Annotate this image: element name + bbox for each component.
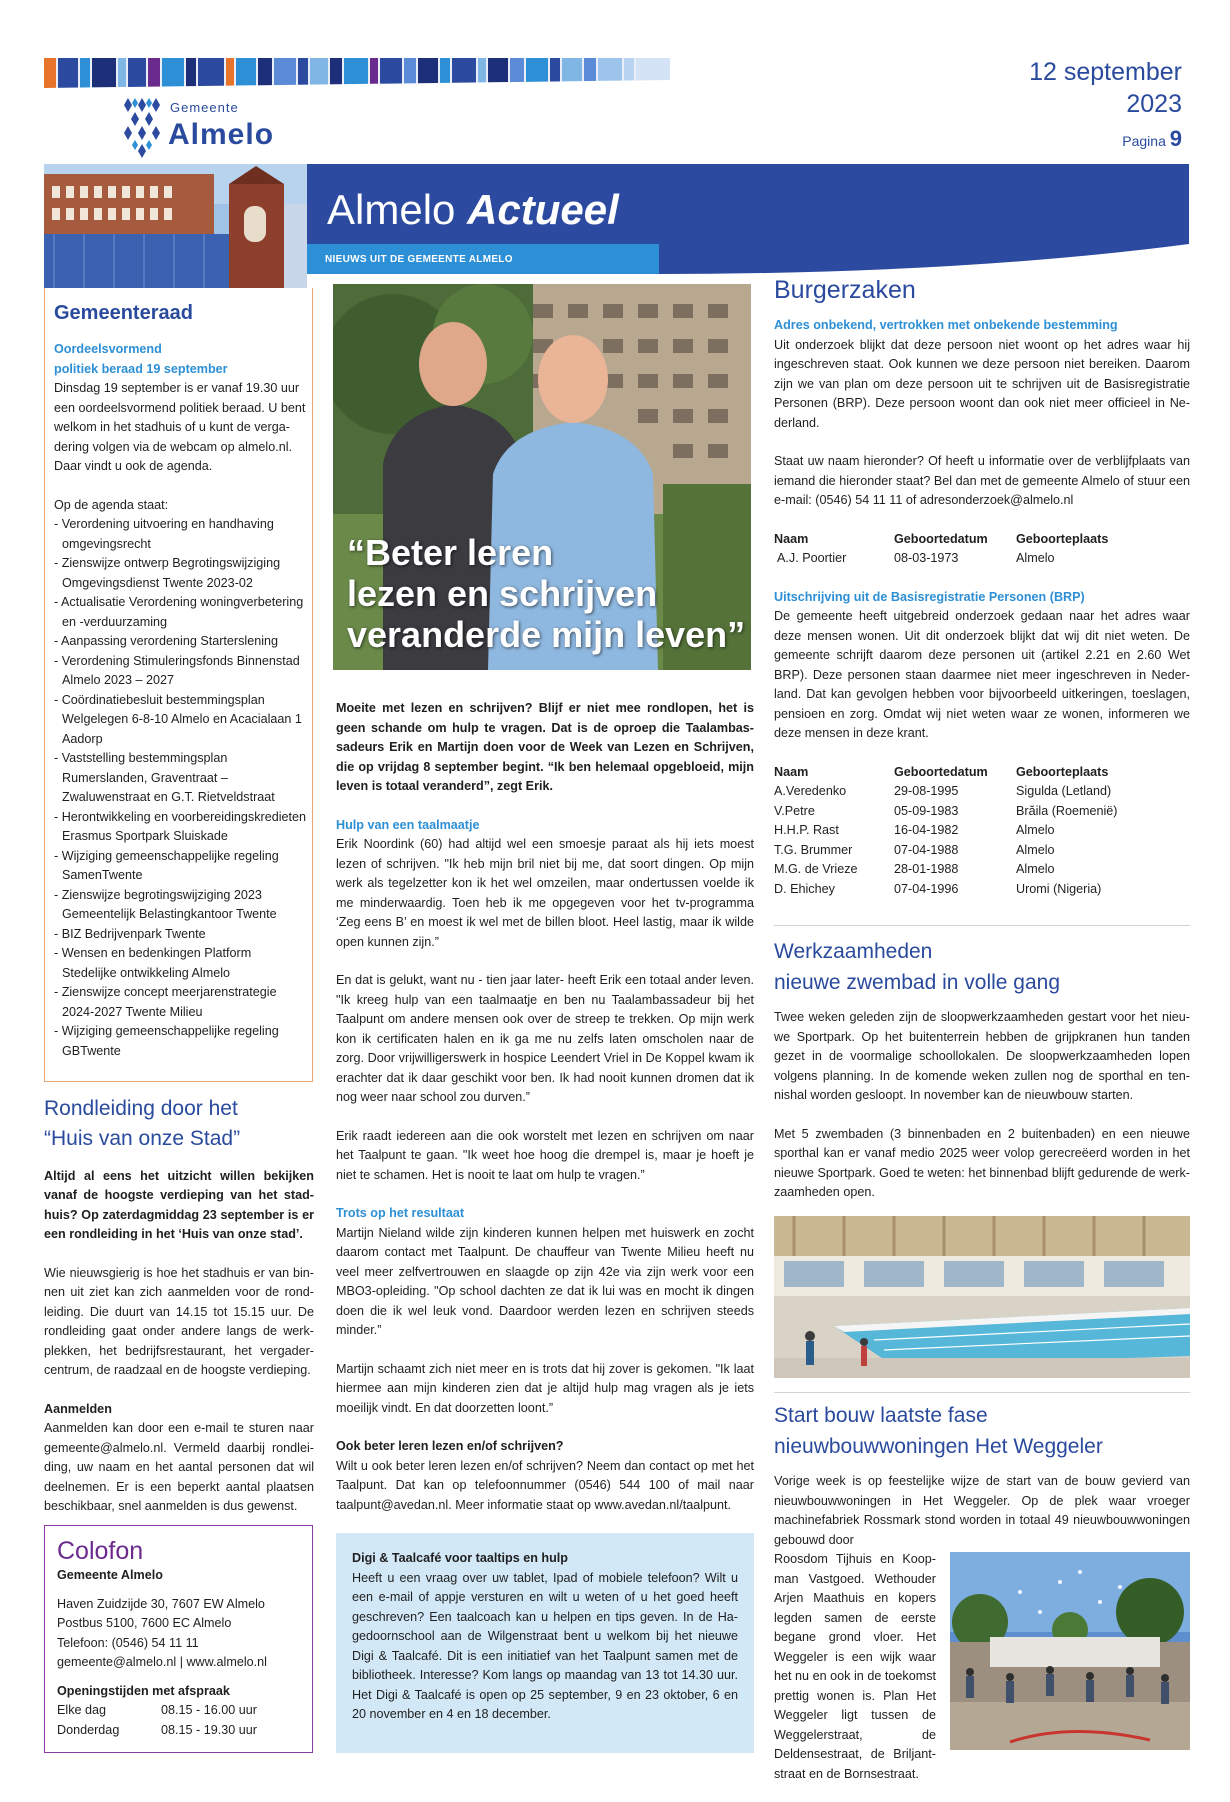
agenda-item: - Wensen en bedenkingen Platform Stedelijke ontwikkeling Almelo — [54, 946, 252, 980]
cell-datum: 07-04-1996 — [894, 881, 959, 896]
cell-datum: 08-03-1973 — [894, 551, 959, 566]
col-geboorteplaats: Geboorteplaats — [1016, 764, 1109, 779]
taal-p4: Martijn Nieland wilde zijn kinderen kunnen helpen met huiswerk en zocht daarom contact met Taalpunt. De chauffeur van Twente Milieu heeft nu veel meer zelfvertrouwen en slaagde op zijn 42e via zijn werk voor een MBO3-opleiding. "Op school dachten ze dat ik lui was en mocht ik dingen doen die ik wel leuk vond. Daardoor werden lezen en schrijven steeds minder.” — [336, 1225, 754, 1337]
header-stripe-decoration — [44, 58, 670, 88]
banner-subtitle: NIEUWS UIT DE GEMEENTE ALMELO — [325, 254, 513, 265]
taal-sub3: Ook beter leren lezen en/of schrijven? — [336, 1439, 564, 1453]
zwembad-title-line2: nieuwe zwembad in volle gang — [774, 971, 1061, 994]
opening-time: 08.15 - 19.30 uur — [161, 1722, 257, 1737]
cell-naam: H.H.P. Rast — [774, 823, 839, 838]
burgerzaken-section — [774, 272, 1190, 899]
taal-p3: Erik raadt iedereen aan die ook worstelt met lezen en schrijven om naar het Taalpunt te gaan. "Ik weet hoe hoog die drempel is, maar je hoeft je niet te schamen. Het is nooit te laat om hulp te vragen.” — [336, 1128, 754, 1182]
quote-line2: lezen en schrijven — [347, 573, 658, 614]
agenda-item: - Coördinatiebesluit bestemmingsplan Welgelegen 6-8-10 Almelo en Acacialaan 1 Aadorp — [54, 692, 302, 746]
agenda-item: - Zienswijze begrotingswijziging 2023 Gemeentelijk Belastingkantoor Twente — [54, 887, 277, 921]
logo-text-almelo: Almelo — [168, 118, 275, 151]
col-naam: Naam — [774, 531, 809, 546]
opening-day: Elke dag — [57, 1703, 107, 1717]
agenda-label: Op de agenda staat: — [54, 497, 169, 512]
gemeenteraad-subtitle-line1: Oordeelsvormend — [54, 342, 162, 356]
cell-plaats: Almelo — [1016, 862, 1055, 877]
table-row — [774, 860, 1134, 880]
taal-p2: En dat is gelukt, want nu - tien jaar later- heeft Erik een totaal ander leven. "Ik kreeg hulp van een taalmaatje en ben nu Taalambassadeur bij het Taalpunt om andere mensen ook over de streep te trekken. Op mijn werk kon ik certificaten halen en ik ga me nu zelfs laten omscholen naar de zorg. Door vrijwilligerswerk in hospice Leendert Vriel in De Koppel kwam ik erachter dat ik daar geschikt voor ben. Ik had nooit kunnen dromen dat ik nog weer naar school zou durven.” — [336, 973, 754, 1104]
opening-hours-row — [57, 1701, 300, 1721]
zwembad-title-line1: Werkzaamheden — [774, 940, 933, 963]
aanmelden-title: Aanmelden — [44, 1401, 112, 1416]
almelo-actueel-banner — [307, 164, 1189, 244]
agenda-item: - Wijziging gemeenschappelijke regeling SamenTwente — [54, 848, 279, 882]
cell-plaats: Sigulda (Letland) — [1016, 784, 1112, 799]
taal-quote — [347, 532, 745, 655]
banner-title-regular: Almelo — [327, 186, 456, 233]
logo-text-gemeente: Gemeente — [170, 100, 239, 115]
table-adres-onbekend — [774, 530, 1134, 569]
cell-plaats: Almelo — [1016, 842, 1055, 857]
taal-p5: Martijn schaamt zich niet meer en is trots dat hij zover is gekomen. "Ik laat hiermee aan mijn kinderen zien dat je altijd hulp mag vragen als je iets moeilijk vindt. En dat doorzetten loont.” — [336, 1361, 754, 1415]
rondleiding-title — [44, 1094, 314, 1155]
burgerzaken-p1: Uit onderzoek blijkt dat deze persoon niet woont op het adres waar hij ingeschreven staat. Ook kunnen we deze persoon niet bereiken. Daarom zijn we van plan om deze persoon uit te schrijven uit de Basisregistratie Personen (BRP). Deze persoon woont dan ook niet meer officieel in Nederland. — [774, 337, 1190, 430]
almelo-logo-mark-icon — [122, 98, 166, 160]
cell-datum: 28-01-1988 — [894, 862, 959, 877]
table-row — [774, 782, 1134, 802]
date-year: 2023 — [1126, 90, 1182, 118]
weggeler-title-line1: Start bouw laatste fase — [774, 1404, 988, 1427]
colofon-org: Gemeente Almelo — [57, 1568, 163, 1582]
page-number — [1122, 122, 1182, 155]
colofon-address: Haven Zuidzijde 30, 7607 EW Almelo — [57, 1596, 265, 1611]
rondleiding-lead: Altijd al eens het uitzicht willen bekijken vanaf de hoogste verdieping van het stadhuis? Op zaterdagmiddag 23 september is er een rondleiding in het ‘Huis van onze stad’. — [44, 1168, 314, 1242]
rondleiding-title-line2: “Huis van onze Stad” — [44, 1127, 241, 1151]
banner-title-italic: Actueel — [467, 186, 619, 233]
burgerzaken-title: Burgerzaken — [774, 276, 916, 304]
cell-plaats: Uromi (Nigeria) — [1016, 881, 1102, 896]
col-naam: Naam — [774, 764, 809, 779]
aanmelden-body: Aanmelden kan door een e-mail te sturen naar gemeente@almelo.nl. Vermeld daarbij rondleiding, uw naam en het aantal personen dat wil deelnemen. Er is een beperkt aantal plaatsen beschikbaar, snel aanmelden is dus gewenst. — [44, 1421, 314, 1514]
digi-title: Digi & Taalcafé voor taaltips en hulp — [352, 1551, 568, 1565]
gemeente-almelo-logo[interactable] — [122, 96, 312, 162]
cell-naam: M.G. de Vrieze — [774, 862, 858, 877]
burgerzaken-p3: De gemeente heeft uitgebreid onderzoek gedaan naar het adres waar deze mensen wonen. Uit dit onderzoek blijkt dat wij dit niet weten. De gemeente schrijft daarom deze personen uit (artikel 2.21 en 2.60 Wet BRP). Deze personen staan daarmee niet meer ingeschreven in Nederland. Dat kan gevolgen hebben voor bijvoorbeeld uitkeringen, toeslagen, pensioen en zorg. Omdat wij niet weten waar ze wonen, informeren we deze mensen in deze krant. — [774, 609, 1190, 741]
agenda-item: - Herontwikkeling en voorbereidingskredieten Erasmus Sportpark Sluiskade — [54, 809, 307, 843]
burgerzaken-p2: Staat uw naam hieronder? Of heeft u informatie over de verblijfplaats van iemand die hieronder staat? Bel dan met de gemeente Almelo of stuur een e-mail: (0546) 54 11 11 of adresonderzoek@almelo.nl — [774, 454, 1190, 508]
colofon-title: Colofon — [57, 1537, 144, 1565]
table-uitschrijving — [774, 763, 1134, 900]
burgerzaken-sub1: Adres onbekend, vertrokken met onbekende bestemming — [774, 318, 1118, 333]
banner-subtitle-bar — [307, 244, 659, 274]
taal-sub2: Trots op het resultaat — [336, 1206, 465, 1220]
col-geboortedatum: Geboortedatum — [894, 764, 988, 779]
opening-day: Donderdag — [57, 1722, 120, 1737]
colofon-postbus: Postbus 5100, 7600 EC Almelo — [57, 1616, 232, 1630]
cell-datum: 16-04-1982 — [894, 823, 959, 838]
weggeler-title-line2: nieuwbouwwoningen Het Weggeler — [774, 1435, 1103, 1458]
banner-wave-decoration — [659, 244, 1189, 274]
rondleiding-title-line1: Rondleiding door het — [44, 1097, 238, 1120]
cell-naam: D. Ehichey — [774, 881, 835, 896]
gemeenteraad-intro: Dinsdag 19 september is er vanaf 19.30 uur een oordeelsvormend politiek beraad. U bent welkom in het stadhuis of u kunt de vergadering volgen via de webcam op almelo.nl. Daar vindt u ook de agenda. — [54, 381, 306, 473]
agenda-item: - Vaststelling bestemmingsplan Rumerslanden, Graventraat – Zwaluwenstraat en G.T. Rietveldstraat — [54, 751, 275, 804]
agenda-item: - Wijziging gemeenschappelijke regeling GBTwente — [54, 1024, 279, 1058]
taal-sub1: Hulp van een taalmaatje — [336, 817, 480, 832]
opening-hours-row — [57, 1721, 300, 1741]
digi-taalcafe-box — [336, 1533, 754, 1753]
col-geboorteplaats: Geboorteplaats — [1016, 531, 1109, 546]
section-divider — [774, 925, 1190, 926]
agenda-item: - Zienswijze concept meerjarenstrategie 2024-2027 Twente Milieu — [54, 985, 277, 1019]
taalambassadeurs-photo — [333, 284, 751, 670]
agenda-list — [54, 515, 306, 1061]
gemeenteraad-subtitle — [54, 340, 306, 379]
agenda-item: - BIZ Bedrijvenpark Twente — [54, 926, 206, 941]
agenda-item: - Verordening Stimuleringsfonds Binnenstad Almelo 2023 – 2027 — [54, 653, 300, 687]
table-row — [774, 841, 1134, 861]
zwembad-p1: Twee weken geleden zijn de sloopwerkzaamheden gestart voor het nieuwe Sportpark. Op het buitenterrein hebben de grijpkranen hun tanden gezet in de voormalige schoollokalen. De sloopwerkzaamheden lopen volgens planning. In de komende weken zullen nog de sporthal en tennishal worden gesloopt. In november kan de nieuwbouw starten. — [774, 1010, 1190, 1102]
cell-plaats: Brăila (Roemenië) — [1016, 803, 1118, 818]
cell-datum: 29-08-1995 — [894, 784, 959, 799]
agenda-item: - Verordening uitvoering en handhaving omgevingsrecht — [54, 517, 274, 551]
table-row — [774, 549, 1134, 569]
zwembad-title — [774, 936, 1190, 998]
quote-line1: “Beter leren — [347, 532, 554, 573]
weggeler-p-top: Vorige week is op feestelijke wijze de start van de bouw gevierd van nieuwbouwwoningen in Het Weggeler. Op de plek waar vroeger machinefabriek Rossmark stond worden in totaal 49 nieuwbouwwoningen gebouwd door — [774, 1474, 1190, 1547]
quote-line3: veranderde mijn leven” — [347, 614, 746, 655]
cell-naam: V.Petre — [774, 803, 815, 818]
taal-lead: Moeite met lezen en schrijven? Blijf er niet mee rondlopen, het is geen schande om hulp te vragen. Dat is de oproep die Taalambassadeurs Erik en Martijn doen voor de Week van Lezen en Schrijven, die op vrijdag 8 september begint. “Ik ben helemaal opgebloeid, mijn leven is totaal veranderd”, zegt Erik. — [336, 701, 754, 793]
banner-photo-buildings — [44, 164, 307, 288]
section-divider — [774, 1392, 1190, 1393]
cell-naam: T.G. Brummer — [774, 842, 853, 857]
table-row — [774, 821, 1134, 841]
taal-p1: Erik Noordink (60) had altijd wel een smoesje paraat als hij iets moest lezen of schrijven. "Ik heb mijn bril niet bij me, dat soort dingen. Op mijn werk als tegelzetter kon ik het wel omzeilen, maar ondertussen voelde ik me minderwaardig. Toen heb ik me opgegeven voor het tv-programma ‘Zeg eens B’ en moest ik wel met de billen bloot. Heel lastig, maar ik wilde open kunnen zijn.” — [336, 837, 754, 949]
cell-plaats: Almelo — [1016, 551, 1055, 566]
rondleiding-section — [44, 1094, 314, 1517]
cell-plaats: Almelo — [1016, 823, 1055, 838]
taal-p6: Wilt u ook beter leren lezen en/of schrijven? Neem dan contact op met het Taalpunt. Dat kan op telefoonnummer (0546) 544 100 of mail naar taalpunt@avedan.nl. Meer informatie staat op www.avedan.nl/taalpunt. — [336, 1458, 754, 1512]
col-geboortedatum: Geboortedatum — [894, 531, 988, 546]
date-day-month: 12 september — [1029, 58, 1182, 86]
colofon-telefoon: Telefoon: (0546) 54 11 11 — [57, 1635, 199, 1650]
zwembad-section — [774, 936, 1190, 1203]
cell-naam: A.J. Poortier — [777, 551, 847, 566]
burgerzaken-sub2: Uitschrijving uit de Basisregistratie Personen (BRP) — [774, 589, 1085, 604]
cell-datum: 05-09-1983 — [894, 803, 959, 818]
colofon-web[interactable]: gemeente@almelo.nl | www.almelo.nl — [57, 1655, 267, 1669]
cell-naam: A.Veredenko — [774, 784, 847, 799]
opening-time: 08.15 - 16.00 uur — [161, 1703, 257, 1717]
weggeler-title — [774, 1400, 1190, 1462]
page-number-value: 9 — [1169, 126, 1182, 151]
taal-article — [336, 699, 754, 1515]
gemeenteraad-subtitle-line2: politiek beraad 19 september — [54, 361, 228, 376]
weggeler-photo — [950, 1552, 1190, 1750]
colofon-hours-title: Openingstijden met afspraak — [57, 1683, 230, 1698]
page-label: Pagina — [1122, 133, 1166, 149]
zwembad-photo — [774, 1216, 1190, 1378]
gemeenteraad-section — [54, 300, 306, 1061]
agenda-item: - Zienswijze ontwerp Begrotingswijziging Omgevingsdienst Twente 2023-02 — [54, 556, 281, 590]
digi-body: Heeft u een vraag over uw tablet, Ipad of mobiele telefoon? Wilt u een e-mail of appje versturen en wilt u weten of u het goed heeft geschreven? Een taalcoach kan u helpen en tips geven. In de Hagedoornschool aan de Wilgenstraat bent u welkom bij het nieuwe Digi & Taalcafé. Dit is een initiatief van het Taalpunt samen met de bibliotheek. Interesse? Kom langs op maandag van 13 tot 14.30 uur. Het Digi & Taalcafé is open op 25 september, 9 en 23 oktober, 6 en 20 november en 4 en 18 december. — [352, 1570, 738, 1721]
table-row — [774, 880, 1134, 900]
cell-datum: 07-04-1988 — [894, 842, 959, 857]
issue-date — [1029, 56, 1182, 120]
opening-hours — [57, 1701, 300, 1740]
agenda-item: - Actualisatie Verordening woningverbetering en -verduurzaming — [54, 595, 304, 629]
rondleiding-body: Wie nieuwsgierig is hoe het stadhuis er van binnen uit ziet kan zich aanmelden voor de rondleiding. Die duurt van 14.15 tot 15.15 uur. De rondleiding gaat onder andere langs de werkplekken, het bedrijfsrestaurant, het vergadercentrum, de raadzaal en de hoogste verdieping. — [44, 1265, 314, 1378]
colofon-box — [44, 1525, 313, 1753]
weggeler-p-side: Roosdom Tijhuis en Koopman Vastgoed. Wethouder Arjen Maathuis en kopers legden samen de eerste begane grond vloer. Het Weggeler is een wijk waar het nu en ook in de toekomst prettig wonen is. Plan Het Weggeler ligt tussen de Weggelerstraat, de Deldensestraat, de Briljantstraat en de Bornsestraat. — [774, 1552, 936, 1781]
zwembad-p2: Met 5 zwembaden (3 binnenbaden en 2 buitenbaden) en een nieuwe sporthal kan er vanaf medio 2025 weer volop gerecreëerd worden in het nieuwe Sportpark. Goed te weten: het binnenbad blijft gedurende de werkzaamheden open. — [774, 1126, 1190, 1199]
agenda-item: - Aanpassing verordening Starterslening — [54, 634, 279, 648]
gemeenteraad-title: Gemeenteraad — [54, 302, 193, 324]
banner-title — [327, 178, 619, 241]
table-row — [774, 802, 1134, 822]
